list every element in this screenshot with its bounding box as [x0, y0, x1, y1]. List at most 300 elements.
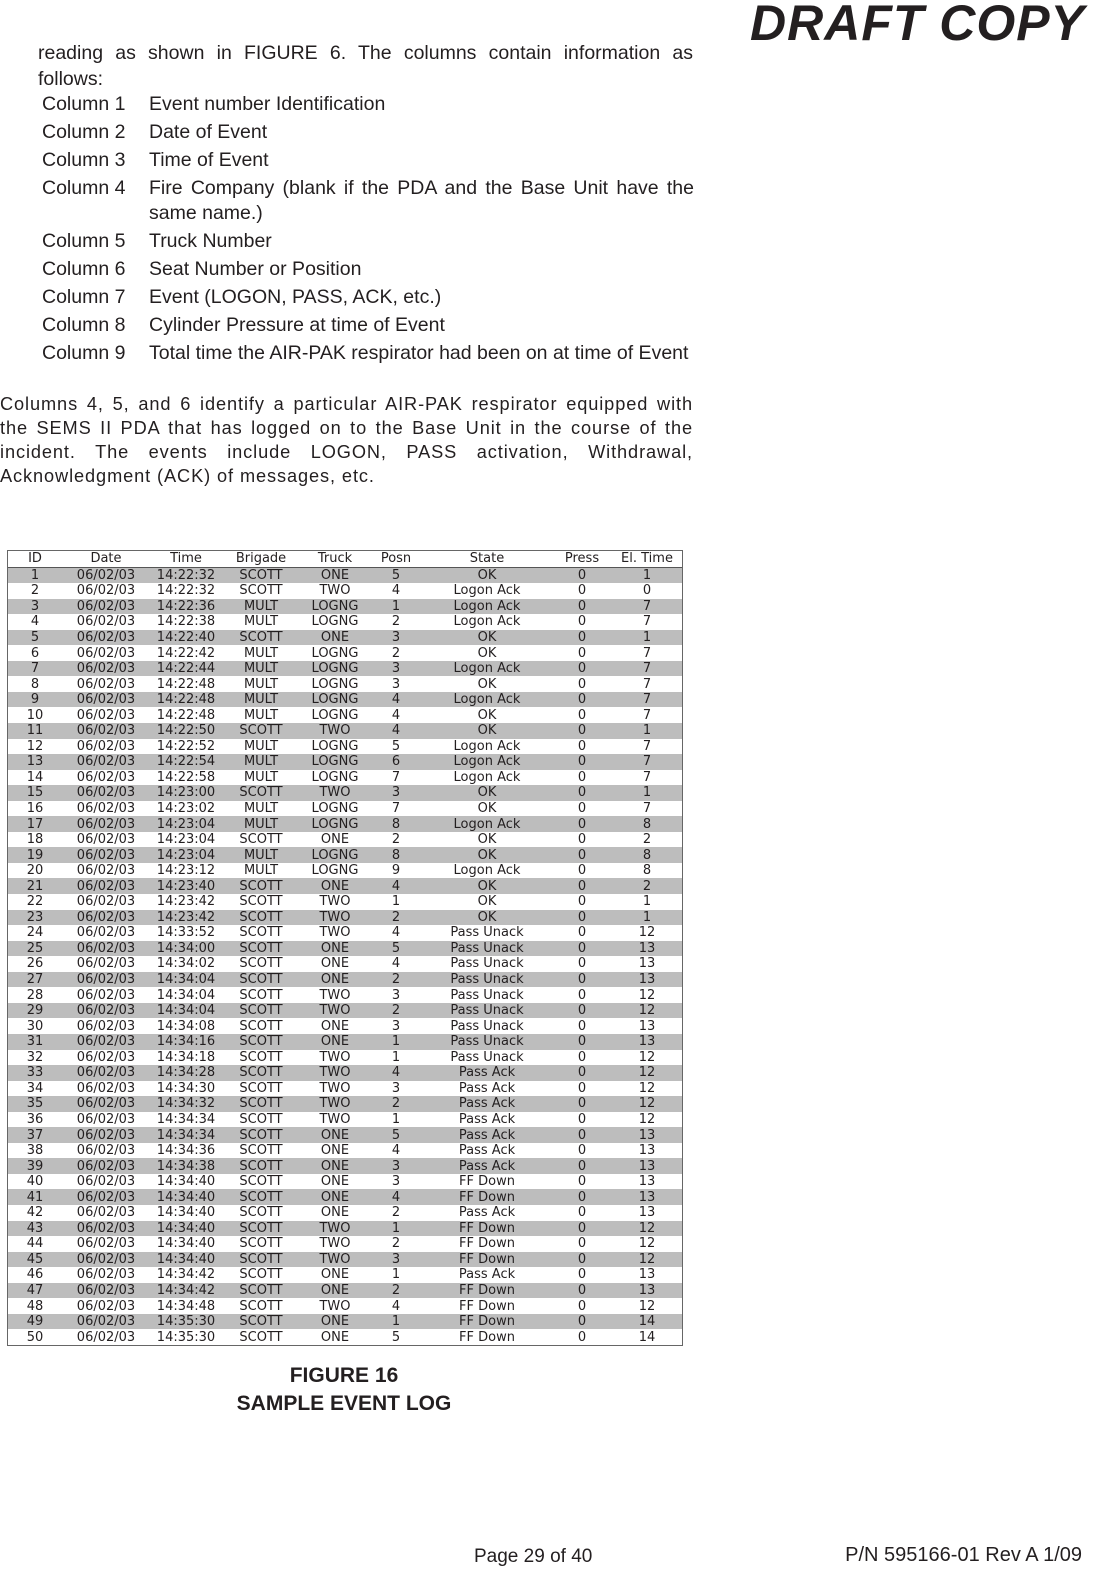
table-cell: 06/02/03 [62, 630, 150, 646]
table-cell: TWO [319, 583, 351, 599]
table-cell: SCOTT [239, 925, 283, 941]
table-cell: 06/02/03 [62, 1252, 150, 1268]
table-cell: Pass Unack [422, 972, 552, 988]
table-row [8, 1018, 682, 1034]
table-cell: 1 [391, 1049, 401, 1065]
table-cell: SCOTT [239, 894, 283, 910]
table-cell: 06/02/03 [76, 614, 136, 630]
table-cell: 06/02/03 [76, 863, 136, 879]
table-cell: Pass Ack [458, 1143, 516, 1159]
table-cell: 13 [638, 1205, 656, 1221]
table-cell: 25 [8, 941, 62, 957]
table-cell: SCOTT [222, 1158, 300, 1174]
table-cell: SCOTT [222, 910, 300, 926]
table-cell: 0 [577, 1298, 587, 1314]
table-cell: SCOTT [239, 1267, 283, 1283]
table-cell: 4 [391, 925, 401, 941]
table-cell: MULT [222, 599, 300, 615]
table-cell: LOGNG [300, 599, 370, 615]
table-cell: LOGNG [311, 801, 359, 817]
table-cell: 13 [612, 1034, 682, 1050]
table-cell: MULT [243, 707, 279, 723]
table-cell: 26 [26, 956, 44, 972]
table-cell: SCOTT [222, 1189, 300, 1205]
table-cell: OK [422, 723, 552, 739]
table-cell: FF Down [422, 1252, 552, 1268]
table-cell: 14:22:58 [156, 769, 216, 785]
table-cell: MULT [243, 645, 279, 661]
column-item [42, 341, 694, 366]
table-cell: 3 [370, 1252, 422, 1268]
table-row [8, 925, 682, 941]
table-cell: 3 [8, 599, 62, 615]
table-cell: OK [477, 645, 497, 661]
table-cell: 8 [612, 847, 682, 863]
table-cell: FF Down [422, 1283, 552, 1299]
table-cell: 17 [8, 816, 62, 832]
table-row [8, 956, 682, 972]
page-number: Page 29 of 40 [474, 1546, 593, 1567]
table-cell: SCOTT [222, 630, 300, 646]
table-cell: SCOTT [239, 1205, 283, 1221]
table-cell: 0 [577, 676, 587, 692]
column-item [42, 92, 694, 117]
table-cell: 13 [8, 754, 62, 770]
table-cell: SCOTT [222, 723, 300, 739]
table-cell: 7 [642, 614, 652, 630]
table-cell: 06/02/03 [76, 987, 136, 1003]
table-cell: Pass Ack [422, 1127, 552, 1143]
table-cell: SCOTT [222, 972, 300, 988]
table-cell: 4 [391, 707, 401, 723]
table-cell: OK [477, 801, 497, 817]
table-cell: 9 [391, 863, 401, 879]
table-cell: 06/02/03 [76, 707, 136, 723]
table-cell: 06/02/03 [76, 769, 136, 785]
table-cell: 0 [552, 878, 612, 894]
table-cell: 0 [577, 801, 587, 817]
table-cell: SCOTT [222, 941, 300, 957]
table-cell: 14:22:42 [156, 645, 216, 661]
table-cell: 12 [638, 1111, 656, 1127]
table-cell: 2 [370, 1096, 422, 1112]
table-cell: 28 [26, 987, 44, 1003]
table-cell: SCOTT [239, 1049, 283, 1065]
table-cell: 06/02/03 [76, 1329, 136, 1345]
table-cell: TWO [300, 723, 370, 739]
intro-text: reading as shown in FIGURE 6. The columns contain information as follows: [38, 42, 693, 90]
table-cell: MULT [222, 754, 300, 770]
table-cell: 14:22:52 [156, 738, 216, 754]
table-cell: 19 [8, 847, 62, 863]
table-cell: Logon Ack [453, 769, 521, 785]
column-header: ID [8, 551, 62, 567]
table-cell: Logon Ack [453, 583, 521, 599]
table-cell: 7 [642, 769, 652, 785]
table-cell: 14:22:32 [156, 583, 216, 599]
table-cell: 8 [30, 676, 40, 692]
table-cell: 8 [612, 816, 682, 832]
table-cell: 13 [638, 1143, 656, 1159]
table-cell: 3 [391, 987, 401, 1003]
table-cell: Logon Ack [422, 599, 552, 615]
table-cell: 12 [638, 925, 656, 941]
table-row [8, 1189, 682, 1205]
table-cell: 1 [612, 785, 682, 801]
table-cell: 0 [552, 754, 612, 770]
table-cell: 14:34:42 [150, 1283, 222, 1299]
table-cell: 5 [370, 1127, 422, 1143]
table-cell: ONE [320, 832, 350, 848]
table-cell: 06/02/03 [76, 738, 136, 754]
table-cell: 14:34:40 [156, 1174, 216, 1190]
table-row [8, 1329, 682, 1345]
table-cell: 14 [638, 1329, 656, 1345]
table-cell: OK [422, 910, 552, 926]
table-row [8, 832, 682, 848]
table-row [8, 599, 682, 615]
table-cell: SCOTT [222, 785, 300, 801]
column-desc: Total time the AIR-PAK respirator had been on at time of Event [149, 342, 689, 364]
table-cell: OK [422, 847, 552, 863]
table-cell: 14:34:34 [150, 1127, 222, 1143]
table-cell: 14:23:02 [156, 801, 216, 817]
table-cell: 4 [370, 1189, 422, 1205]
table-cell: MULT [243, 738, 279, 754]
table-cell: 0 [577, 769, 587, 785]
table-cell: 06/02/03 [62, 599, 150, 615]
table-cell: TWO [300, 1065, 370, 1081]
table-cell: TWO [300, 910, 370, 926]
table-cell: 0 [552, 1252, 612, 1268]
table-cell: ONE [320, 956, 350, 972]
table-cell: 20 [26, 863, 44, 879]
table-cell: 0 [552, 785, 612, 801]
table-cell: 0 [577, 956, 587, 972]
table-cell: 44 [26, 1236, 44, 1252]
table-cell: 3 [391, 676, 401, 692]
table-row [8, 1034, 682, 1050]
table-cell: 4 [391, 583, 401, 599]
table-row [8, 739, 682, 755]
table-cell: 14:22:48 [150, 692, 222, 708]
table-cell: 13 [612, 1127, 682, 1143]
table-cell: 06/02/03 [76, 1049, 136, 1065]
table-cell: 3 [391, 1080, 401, 1096]
table-cell: TWO [300, 1221, 370, 1237]
table-cell: 0 [577, 1205, 587, 1221]
table-cell: 8 [370, 847, 422, 863]
table-row [8, 816, 682, 832]
table-cell: 3 [370, 661, 422, 677]
table-cell: 06/02/03 [76, 925, 136, 941]
table-cell: LOGNG [300, 661, 370, 677]
table-cell: Pass Unack [422, 1003, 552, 1019]
table-cell: 14:35:30 [150, 1314, 222, 1330]
body-paragraph: Columns 4, 5, and 6 identify a particular AIR-PAK respirator equipped with the SEMS II PDA that has logged on to the Base Unit in the course of the incident. The events include LOGON, PASS activation, Withdrawal, Acknowledgment (ACK) of messages, etc. [0, 394, 693, 486]
table-row [8, 941, 682, 957]
table-cell: 0 [552, 630, 612, 646]
table-cell: 0 [552, 1096, 612, 1112]
table-cell: TWO [300, 1096, 370, 1112]
column-header: El. Time [612, 551, 682, 567]
table-cell: TWO [319, 1298, 351, 1314]
table-cell: 06/02/03 [76, 1018, 136, 1034]
table-cell: 0 [552, 567, 612, 583]
table-cell: 32 [26, 1049, 44, 1065]
table-cell: SCOTT [222, 878, 300, 894]
table-cell: Pass Ack [458, 1111, 516, 1127]
table-cell: 1 [391, 1111, 401, 1127]
table-cell: 13 [612, 972, 682, 988]
table-cell: Logon Ack [453, 738, 521, 754]
column-item [42, 285, 694, 310]
table-cell: SCOTT [222, 1283, 300, 1299]
table-cell: 06/02/03 [62, 1065, 150, 1081]
column-header: Posn [370, 551, 422, 567]
table-cell: 0 [577, 1329, 587, 1345]
table-cell: 0 [577, 1018, 587, 1034]
table-cell: 42 [26, 1205, 44, 1221]
table-cell: LOGNG [300, 816, 370, 832]
table-cell: 14:23:42 [150, 910, 222, 926]
table-cell: 0 [552, 599, 612, 615]
table-cell: 14:23:04 [150, 816, 222, 832]
column-item [42, 313, 694, 338]
table-cell: ONE [300, 1283, 370, 1299]
table-row [8, 676, 682, 692]
table-cell: 0 [577, 863, 587, 879]
table-cell: MULT [222, 816, 300, 832]
table-cell: 14:22:40 [150, 630, 222, 646]
column-item [42, 257, 694, 282]
table-cell: OK [477, 832, 497, 848]
table-cell: 0 [577, 614, 587, 630]
table-cell: 16 [26, 801, 44, 817]
table-cell: MULT [222, 661, 300, 677]
table-cell: 14:34:30 [156, 1080, 216, 1096]
table-cell: MULT [243, 769, 279, 785]
table-cell: ONE [320, 1329, 350, 1345]
table-cell: FF Down [459, 1329, 515, 1345]
table-cell: 8 [370, 816, 422, 832]
column-desc: Cylinder Pressure at time of Event [149, 314, 445, 336]
table-row [8, 1158, 682, 1174]
table-cell: 0 [552, 1034, 612, 1050]
table-cell: 7 [8, 661, 62, 677]
table-cell: 06/02/03 [76, 645, 136, 661]
table-cell: 13 [612, 1158, 682, 1174]
table-cell: LOGNG [300, 847, 370, 863]
table-row [8, 910, 682, 926]
table-cell: SCOTT [222, 1065, 300, 1081]
table-cell: 14:34:40 [150, 1252, 222, 1268]
table-cell: 12 [638, 987, 656, 1003]
table-cell: 12 [612, 1252, 682, 1268]
table-cell: 38 [26, 1143, 44, 1159]
table-cell: SCOTT [222, 1252, 300, 1268]
table-cell: 14:34:08 [156, 1018, 216, 1034]
table-cell: 14:34:40 [156, 1236, 216, 1252]
table-cell: ONE [300, 567, 370, 583]
table-cell: SCOTT [239, 583, 283, 599]
table-cell: 12 [638, 1049, 656, 1065]
table-cell: ONE [320, 1205, 350, 1221]
table-cell: TWO [319, 1080, 351, 1096]
table-cell: Pass Ack [458, 1205, 516, 1221]
table-cell: 06/02/03 [76, 676, 136, 692]
table-cell: SCOTT [222, 567, 300, 583]
table-cell: ONE [320, 1174, 350, 1190]
table-cell: 06/02/03 [76, 1205, 136, 1221]
table-cell: 7 [642, 707, 652, 723]
table-cell: Pass Unack [422, 1034, 552, 1050]
table-cell: 4 [30, 614, 40, 630]
table-cell: 14:23:04 [156, 832, 216, 848]
table-row [8, 692, 682, 708]
table-cell: 12 [638, 1236, 656, 1252]
event-log-grid [8, 551, 682, 1345]
table-cell: 22 [26, 894, 44, 910]
table-cell: 13 [638, 1018, 656, 1034]
table-cell: ONE [300, 1034, 370, 1050]
table-cell: ONE [300, 941, 370, 957]
table-cell: Pass Ack [422, 1096, 552, 1112]
table-cell: 14:34:40 [150, 1221, 222, 1237]
table-cell: Logon Ack [422, 661, 552, 677]
table-cell: OK [422, 878, 552, 894]
table-cell: SCOTT [222, 1314, 300, 1330]
figure-number: FIGURE 16 [289, 1364, 399, 1387]
table-cell: 06/02/03 [62, 972, 150, 988]
table-cell: 2 [391, 1236, 401, 1252]
table-cell: MULT [243, 614, 279, 630]
table-cell: OK [477, 676, 497, 692]
column-label: Column 8 [42, 314, 126, 336]
table-row [8, 1065, 682, 1081]
table-cell: MULT [222, 847, 300, 863]
table-row [8, 1096, 682, 1112]
table-row [8, 1314, 682, 1330]
figure-caption [150, 1362, 538, 1418]
table-cell: 21 [8, 878, 62, 894]
table-cell: FF Down [459, 1298, 515, 1314]
table-cell: OK [422, 785, 552, 801]
table-cell: 30 [26, 1018, 44, 1034]
column-label: Column 5 [42, 230, 126, 252]
table-row [8, 1174, 682, 1190]
table-cell: 49 [8, 1314, 62, 1330]
table-row [8, 1298, 682, 1314]
table-cell: TWO [319, 1111, 351, 1127]
table-cell: 06/02/03 [76, 801, 136, 817]
table-cell: MULT [243, 676, 279, 692]
table-cell: 06/02/03 [62, 785, 150, 801]
table-cell: ONE [320, 1143, 350, 1159]
table-cell: 43 [8, 1221, 62, 1237]
table-cell: 0 [577, 1080, 587, 1096]
table-cell: 06/02/03 [76, 1267, 136, 1283]
table-row [8, 614, 682, 630]
table-row [8, 972, 682, 988]
table-cell: 0 [552, 1221, 612, 1237]
table-row [8, 583, 682, 599]
table-cell: SCOTT [239, 956, 283, 972]
column-label: Column 3 [42, 149, 126, 171]
table-cell: 1 [642, 894, 652, 910]
table-cell: SCOTT [222, 1096, 300, 1112]
table-cell: 06/02/03 [62, 1189, 150, 1205]
table-row [8, 707, 682, 723]
table-cell: 0 [577, 987, 587, 1003]
table-cell: 14 [612, 1314, 682, 1330]
table-cell: 2 [612, 878, 682, 894]
table-cell: 3 [391, 1174, 401, 1190]
table-cell: 14:34:00 [150, 941, 222, 957]
table-row [8, 1127, 682, 1143]
part-number: P/N 595166-01 Rev A 1/09 [845, 1544, 1082, 1566]
table-row [8, 723, 682, 739]
table-cell: OK [422, 567, 552, 583]
table-cell: 0 [577, 583, 587, 599]
table-cell: 3 [370, 1158, 422, 1174]
table-cell: Pass Ack [422, 1065, 552, 1081]
table-row [8, 801, 682, 817]
table-cell: 0 [642, 583, 652, 599]
table-cell: 0 [552, 910, 612, 926]
table-cell: 0 [577, 1143, 587, 1159]
table-cell: ONE [300, 1158, 370, 1174]
table-cell: TWO [319, 894, 351, 910]
table-row [8, 785, 682, 801]
column-header: Truck [300, 551, 370, 567]
column-label: Column 1 [42, 93, 126, 115]
table-cell: 3 [391, 1018, 401, 1034]
column-header: State [422, 551, 552, 567]
table-cell: 0 [552, 1065, 612, 1081]
table-cell: 1 [612, 723, 682, 739]
table-cell: OK [477, 707, 497, 723]
table-cell: 06/02/03 [62, 661, 150, 677]
table-cell: 24 [26, 925, 44, 941]
table-cell: TWO [300, 1252, 370, 1268]
table-cell: 0 [552, 1127, 612, 1143]
table-cell: ONE [300, 1127, 370, 1143]
table-cell: 12 [612, 1221, 682, 1237]
table-cell: 06/02/03 [62, 1034, 150, 1050]
column-desc: Event number Identification [149, 93, 386, 115]
table-cell: OK [477, 894, 497, 910]
table-cell: Pass Unack [450, 1018, 524, 1034]
table-cell: Pass Ack [458, 1267, 516, 1283]
table-cell: 0 [552, 1283, 612, 1299]
table-cell: 1 [612, 567, 682, 583]
table-cell: 06/02/03 [76, 1080, 136, 1096]
table-cell: LOGNG [300, 754, 370, 770]
table-row [8, 987, 682, 1003]
table-cell: 14:34:36 [156, 1143, 216, 1159]
table-cell: FF Down [422, 1221, 552, 1237]
table-cell: 1 [370, 1034, 422, 1050]
table-cell: SCOTT [239, 1298, 283, 1314]
table-cell: 0 [577, 1236, 587, 1252]
table-cell: 7 [391, 769, 401, 785]
table-cell: 06/02/03 [62, 692, 150, 708]
table-cell: 14:22:48 [156, 707, 216, 723]
table-cell: 1 [370, 1314, 422, 1330]
table-cell: 14:34:42 [156, 1267, 216, 1283]
column-header: Press [552, 551, 612, 567]
